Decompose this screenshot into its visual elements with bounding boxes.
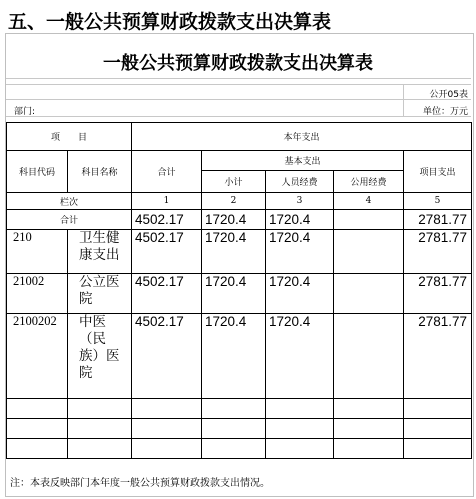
column-label: 栏次	[7, 193, 132, 210]
form-code: 公开05表	[429, 90, 468, 100]
grid-line	[403, 100, 404, 117]
cell-name: 公立医院	[68, 274, 132, 314]
grid-line	[6, 84, 471, 85]
cell-personnel: 1720.4	[266, 314, 334, 399]
cell-public	[334, 230, 404, 274]
empty-row	[7, 399, 472, 419]
grid-line	[6, 116, 471, 117]
cell-project: 2781.77	[404, 314, 472, 399]
total-label: 合计	[7, 210, 132, 230]
unit-label: 单位：万元	[422, 107, 468, 117]
header-project: 项目支出	[404, 151, 472, 193]
cell-subtotal: 1720.4	[202, 210, 266, 230]
column-index: 1	[132, 193, 202, 210]
cell-public	[334, 274, 404, 314]
cell-total: 4502.17	[132, 274, 202, 314]
cell-subtotal: 1720.4	[202, 314, 266, 399]
footnote: 注：本表反映部门本年度一般公共预算财政拨款支出情况。	[10, 478, 270, 489]
cell-code: 210	[7, 230, 68, 274]
cell-subtotal: 1720.4	[202, 274, 266, 314]
cell-total: 4502.17	[132, 314, 202, 399]
department-label: 部门:	[14, 107, 36, 117]
grid-line	[6, 78, 471, 79]
header-basic-expense: 基本支出	[202, 151, 404, 171]
cell-name: 中医（民族）医院	[68, 314, 132, 399]
cell-personnel: 1720.4	[266, 230, 334, 274]
cell-name: 卫生健康支出	[68, 230, 132, 274]
column-index: 3	[266, 193, 334, 210]
cell-public	[334, 314, 404, 399]
expense-table	[6, 122, 472, 459]
cell-subtotal: 1720.4	[202, 230, 266, 274]
column-index: 2	[202, 193, 266, 210]
total-row	[7, 210, 472, 230]
header-personnel: 人员经费	[266, 171, 334, 193]
empty-row	[7, 439, 472, 459]
header-subject-code: 科目代码	[7, 151, 68, 193]
header-subject-name: 科目名称	[68, 151, 132, 193]
grid-line	[6, 99, 471, 100]
table-row	[7, 274, 472, 314]
cell-project: 2781.77	[404, 230, 472, 274]
header-public: 公用经费	[334, 171, 404, 193]
cell-project: 2781.77	[404, 210, 472, 230]
cell-project: 2781.77	[404, 274, 472, 314]
cell-total: 4502.17	[132, 210, 202, 230]
table-row	[7, 230, 472, 274]
cell-code: 21002	[7, 274, 68, 314]
grid-line	[403, 84, 404, 100]
cell-personnel: 1720.4	[266, 274, 334, 314]
header-subtotal: 小计	[202, 171, 266, 193]
section-title: 五、一般公共预算财政拨款支出决算表	[8, 11, 332, 33]
header-item: 项 目	[7, 123, 132, 151]
cell-total: 4502.17	[132, 230, 202, 274]
cell-personnel: 1720.4	[266, 210, 334, 230]
header-current-expense: 本年支出	[132, 123, 472, 151]
document-title: 一般公共预算财政拨款支出决算表	[103, 53, 373, 74]
cell-public	[334, 210, 404, 230]
header-total: 合计	[132, 151, 202, 193]
column-index: 5	[404, 193, 472, 210]
empty-row	[7, 419, 472, 439]
cell-code: 2100202	[7, 314, 68, 399]
table-row	[7, 314, 472, 399]
column-index: 4	[334, 193, 404, 210]
